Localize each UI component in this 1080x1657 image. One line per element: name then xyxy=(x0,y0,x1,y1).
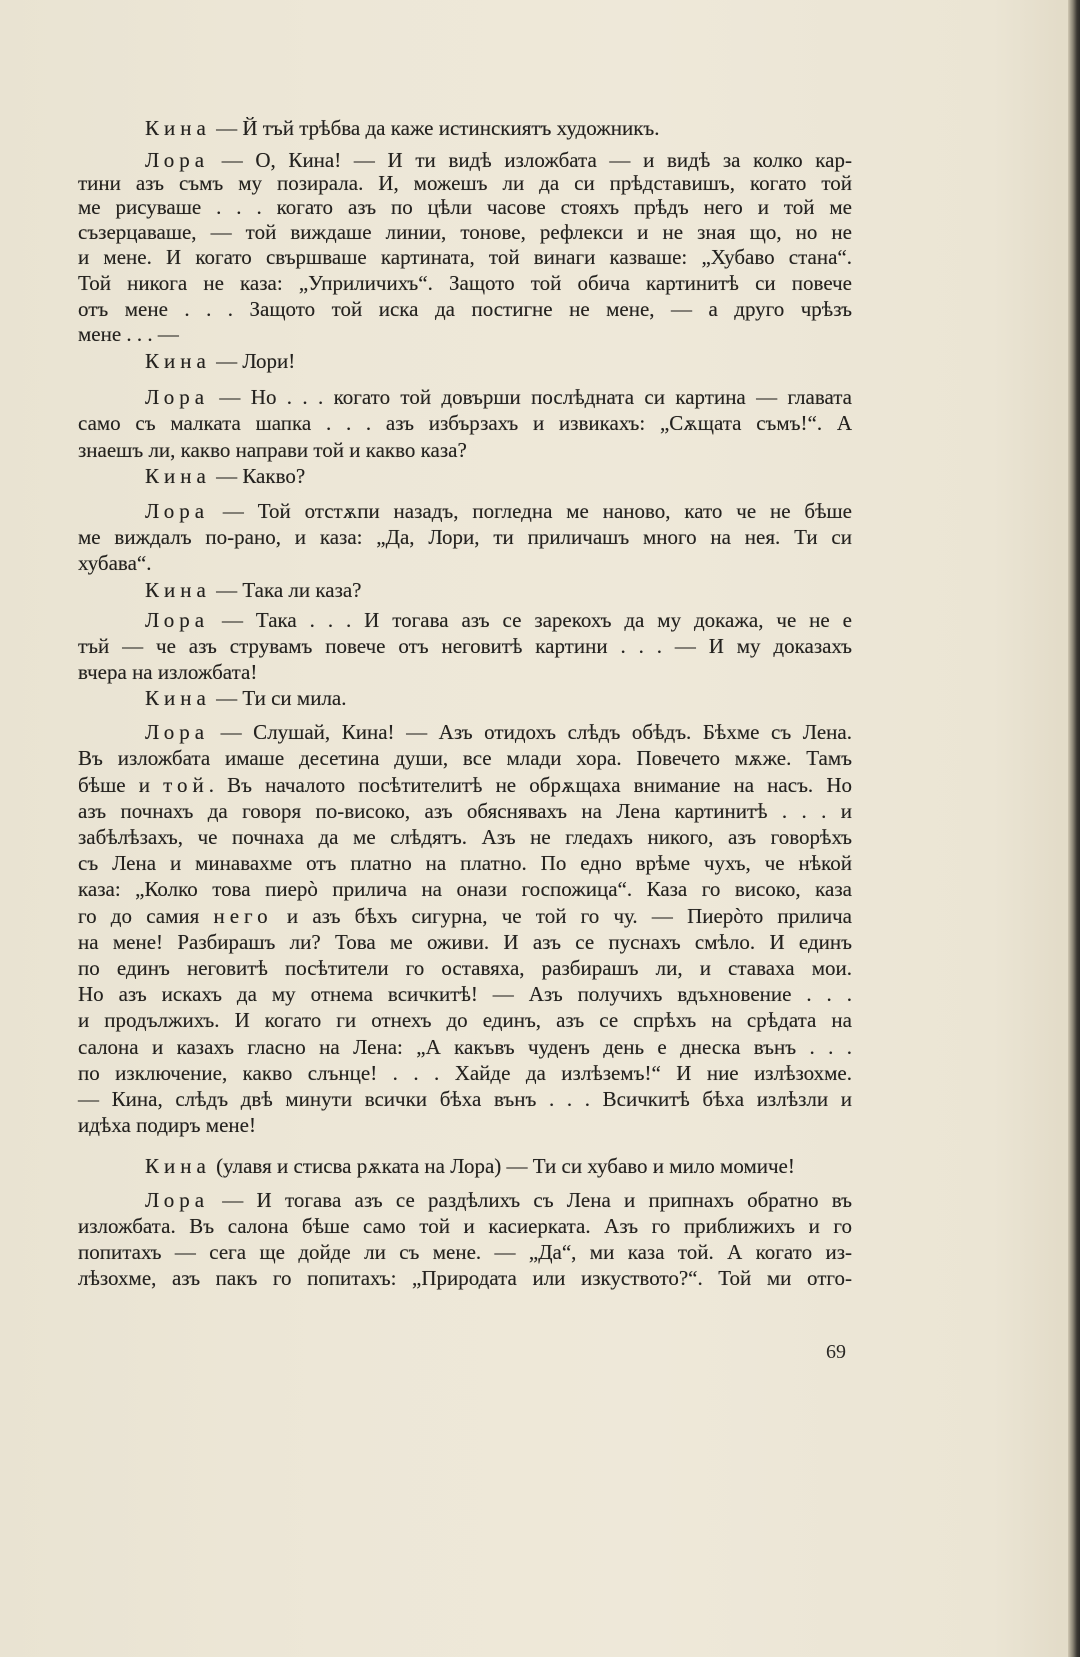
line-text: салона и казахъ гласно на Лена: „А какъвъ чуденъ день е днеска вънъ . . . xyxy=(78,1035,852,1059)
text-line xyxy=(78,929,852,955)
line-text: — Й тъй трѣбва да каже истинскиятъ художникъ. xyxy=(210,116,660,140)
line-text: знаешъ ли, какво направи той и какво каза? xyxy=(78,438,467,462)
speaker-name: Кина xyxy=(145,686,211,710)
text-line xyxy=(78,170,852,196)
text-line xyxy=(78,244,852,270)
speaker-name: Лора xyxy=(145,608,210,632)
text-line xyxy=(78,824,852,850)
line-text: — Той отстѫпи назадъ, погледна ме наново, като че не бѣше xyxy=(209,499,852,523)
text-line xyxy=(145,463,852,489)
text-line xyxy=(145,384,852,410)
text-line xyxy=(145,498,852,524)
line-text: изложбата. Въ салона бѣше само той и касиерката. Азъ го приближихъ и го xyxy=(78,1214,852,1238)
speaker-name: Кина xyxy=(145,1154,211,1178)
text-line xyxy=(145,577,852,603)
text-line xyxy=(78,296,852,322)
text-line xyxy=(78,1007,852,1033)
text-line xyxy=(78,903,852,929)
line-text: — Ти си мила. xyxy=(210,686,347,710)
text-line xyxy=(78,659,852,685)
line-text: тини азъ съмъ му позирала. И, можешъ ли да си прѣдставишъ, когато той xyxy=(78,171,852,195)
text-line xyxy=(78,955,852,981)
text-line xyxy=(78,1213,852,1239)
text-line xyxy=(78,1239,852,1265)
speaker-name: Кина xyxy=(145,464,211,488)
line-text: съзерцаваше, — той виждаше линии, тонове, рефлекси и не зная що, но не xyxy=(78,220,852,244)
text-line xyxy=(78,745,852,771)
line-text: — Но . . . когато той довърши послѣдната си картина — главата xyxy=(209,385,852,409)
line-text: мене . . . — xyxy=(78,322,179,346)
line-text: ме виждалъ по-рано, и каза: „Да, Лори, ти приличашъ много на нея. Ти си xyxy=(78,525,852,549)
speaker-name: Кина xyxy=(145,349,211,373)
line-text: . Въ началото посѣтителитѣ не обрѫщаха внимание на насъ. Но xyxy=(208,773,852,797)
page-edge-shadow xyxy=(1068,0,1080,1657)
line-text: — Какво? xyxy=(210,464,306,488)
line-text: по изключение, какво слънце! . . . Хайде да излѣземъ!“ И ние излѣзохме. xyxy=(78,1061,852,1085)
spaced-word: него xyxy=(213,904,273,928)
text-line xyxy=(78,321,852,347)
text-line xyxy=(145,348,852,374)
line-text: (улавя и стисва рѫката на Лора) — Ти си хубаво и мило момиче! xyxy=(210,1154,795,1178)
speaker-name: Лора xyxy=(145,499,210,523)
line-text: идѣха подиръ мене! xyxy=(78,1113,256,1137)
text-line xyxy=(78,219,852,245)
text-line xyxy=(145,1153,852,1179)
line-text: и продължихъ. И когато ги отнехъ до единъ, азъ се спрѣхъ на срѣдата на xyxy=(78,1008,852,1032)
text-line xyxy=(78,437,852,463)
line-text: — Лори! xyxy=(210,349,296,373)
line-text: съ Лена и минавахме отъ платно на платно. По едно врѣме чухъ, че нѣкой xyxy=(78,851,852,875)
speaker-name: Лора xyxy=(145,385,210,409)
text-line xyxy=(78,270,852,296)
text-line xyxy=(78,410,852,436)
text-line xyxy=(145,685,852,711)
text-line xyxy=(78,1034,852,1060)
text-line xyxy=(78,1265,852,1291)
line-text: Той никога не каза: „Уприличихъ“. Защото той обича картинитѣ си повече xyxy=(78,271,852,295)
text-line xyxy=(145,1187,852,1213)
line-text: азъ почнахъ да говоря по-високо, азъ обяснявахъ на Лена картинитѣ . . . и xyxy=(78,799,852,823)
line-text: по единъ неговитѣ посѣтители го оставяха, разбирашъ ли, и ставаха мои. xyxy=(78,956,852,980)
text-line xyxy=(78,850,852,876)
speaker-name: Лора xyxy=(145,148,210,172)
text-line xyxy=(78,550,852,576)
line-text: попитахъ — сега ще дойде ли съ мене. — „Да“, ми каза той. А когато из- xyxy=(78,1240,852,1264)
text-line xyxy=(78,798,852,824)
line-text: само съ малката шапка . . . азъ избързахъ и извикахъ: „Сѫщата съмъ!“. А xyxy=(78,411,852,435)
text-line xyxy=(145,719,852,745)
line-text: забѣлѣзахъ, че почнаха да ме слѣдятъ. Азъ не гледахъ никого, азъ говорѣхъ xyxy=(78,825,852,849)
line-text: Но азъ искахъ да му отнема всичкитѣ! — Азъ получихъ вдъхновение . . . xyxy=(78,982,852,1006)
text-line xyxy=(78,981,852,1007)
text-line xyxy=(78,1086,852,1112)
line-text: вчера на изложбата! xyxy=(78,660,258,684)
line-text: го до самия xyxy=(78,904,214,928)
line-text: — О, Кина! — И ти видѣ изложбата — и видѣ за колко кар- xyxy=(209,148,852,172)
line-text: — Кина, слѣдъ двѣ минути всички бѣха вънъ . . . Всичкитѣ бѣха излѣзли и xyxy=(78,1087,852,1111)
line-text: отъ мене . . . Защото той иска да постигне не мене, — а друго чрѣзъ xyxy=(78,297,852,321)
text-line xyxy=(78,1112,852,1138)
line-text: — Слушай, Кина! — Азъ отидохъ слѣдъ обѣдъ. Бѣхме съ Лена. xyxy=(209,720,852,744)
speaker-name: Лора xyxy=(145,720,210,744)
line-text: — Така ли каза? xyxy=(210,578,362,602)
speaker-name: Кина xyxy=(145,116,211,140)
text-line xyxy=(78,772,852,798)
line-text: Въ изложбата имаше десетина души, все млади хора. Повечето мѫже. Тамъ xyxy=(78,746,852,770)
line-text: каза: „Колко това пиерò прилича на онази госпожица“. Каза го високо, каза xyxy=(78,877,852,901)
line-text: — И тогава азъ се раздѣлихъ съ Лена и припнахъ обратно въ xyxy=(209,1188,852,1212)
line-text: и мене. И когато свършваше картината, той винаги казваше: „Хубаво стана“. xyxy=(78,245,852,269)
line-text: хубава“. xyxy=(78,551,152,575)
line-text: тъй — че азъ струвамъ повече отъ неговитѣ картини . . . — И му доказахъ xyxy=(78,634,852,658)
text-line xyxy=(145,115,852,141)
line-text: бѣше и xyxy=(78,773,164,797)
page-number: 69 xyxy=(826,1341,846,1363)
text-line xyxy=(145,607,852,633)
speaker-name: Кина xyxy=(145,578,211,602)
line-text: на мене! Разбирашъ ли? Това ме оживи. И азъ се пуснахъ смѣло. И единъ xyxy=(78,930,852,954)
line-text: — Така . . . И тогава азъ се зарекохъ да му докажа, че не е xyxy=(209,608,852,632)
line-text: ме рисуваше . . . когато азъ по цѣли часове стояхъ прѣдъ него и той ме xyxy=(78,195,852,219)
speaker-name: Лора xyxy=(145,1188,210,1212)
line-text: и азъ бѣхъ сигурна, че той го чу. — Пиерòто прилича xyxy=(272,904,852,928)
text-line xyxy=(78,876,852,902)
text-line xyxy=(78,194,852,220)
line-text: лѣзохме, азъ пакъ го попитахъ: „Природата или изкуството?“. Той ми отго- xyxy=(78,1266,852,1290)
spaced-word: той xyxy=(163,773,209,797)
text-line xyxy=(78,524,852,550)
text-line xyxy=(78,1060,852,1086)
text-line xyxy=(78,633,852,659)
